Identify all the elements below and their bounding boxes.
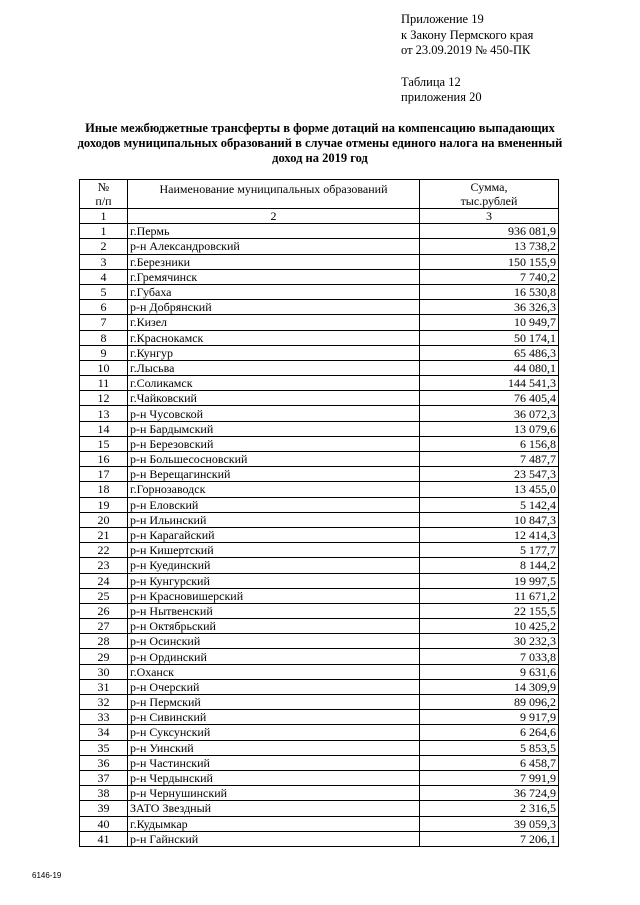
column-index-row [80,209,559,224]
table-row [80,269,559,284]
row-number: 22 [80,543,128,558]
municipality-name: р-н Верещагинский [128,467,420,482]
transfer-amount: 13 079,6 [420,421,559,436]
row-number: 19 [80,497,128,512]
column-header-sum-line: Сумма, [470,180,508,194]
column-header-number-line: № [97,180,110,194]
row-number: 6 [80,300,128,315]
table-number: Таблица 12 [401,74,461,89]
municipality-name: г.Пермь [128,224,420,239]
transfer-amount: 7 740,2 [420,269,559,284]
municipality-name: р-н Пермский [128,695,420,710]
table-row [80,406,559,421]
table-row [80,649,559,664]
row-number: 13 [80,406,128,421]
table-row [80,284,559,299]
transfer-amount: 2 316,5 [420,801,559,816]
row-number: 28 [80,634,128,649]
table-row [80,239,559,254]
municipality-name: р-н Уинский [128,740,420,755]
table-row [80,527,559,542]
transfer-amount: 7 487,7 [420,452,559,467]
municipality-name: р-н Александровский [128,239,420,254]
transfer-amount: 936 081,9 [420,224,559,239]
table-row [80,679,559,694]
table-row [80,315,559,330]
table-row [80,725,559,740]
row-number: 26 [80,603,128,618]
table-row [80,436,559,451]
row-number: 15 [80,436,128,451]
transfer-amount: 39 059,3 [420,816,559,831]
row-number: 36 [80,755,128,770]
transfer-amount: 65 486,3 [420,345,559,360]
municipality-name: г.Кудымкар [128,816,420,831]
transfer-amount: 5 142,4 [420,497,559,512]
document-code: 6146-19 [32,871,62,880]
transfer-amount: 89 096,2 [420,695,559,710]
title-line: Иные межбюджетные трансферты в форме дотаций на компенсацию выпадающих [85,121,555,135]
row-number: 21 [80,527,128,542]
column-index: 3 [420,209,559,224]
transfer-amount: 44 080,1 [420,360,559,375]
municipality-name: г.Горнозаводск [128,482,420,497]
title-line: доход на 2019 год [272,151,368,165]
municipality-name: г.Губаха [128,284,420,299]
title-line: доходов муниципальных образований в случае отмены единого налога на вмененный [77,136,563,150]
row-number: 16 [80,452,128,467]
municipality-name: р-н Частинский [128,755,420,770]
transfer-amount: 13 738,2 [420,239,559,254]
table-row [80,482,559,497]
table-row [80,254,559,269]
transfer-amount: 76 405,4 [420,391,559,406]
municipality-name: р-н Карагайский [128,527,420,542]
transfer-amount: 5 853,5 [420,740,559,755]
table-row [80,300,559,315]
transfer-amount: 7 206,1 [420,831,559,846]
municipality-name: г.Оханск [128,664,420,679]
municipality-name: р-н Березовский [128,436,420,451]
transfer-amount: 11 671,2 [420,588,559,603]
row-number: 41 [80,831,128,846]
municipality-name: р-н Нытвенский [128,603,420,618]
transfer-amount: 14 309,9 [420,679,559,694]
row-number: 27 [80,619,128,634]
row-number: 9 [80,345,128,360]
row-number: 17 [80,467,128,482]
appendix-label: Приложение 19 [401,12,484,26]
municipality-name: р-н Ильинский [128,512,420,527]
municipality-name: р-н Суксунский [128,725,420,740]
law-date-number: от 23.09.2019 № 450-ПК [401,43,531,57]
row-number: 3 [80,254,128,269]
row-number: 10 [80,360,128,375]
table-row [80,588,559,603]
municipality-name: г.Краснокамск [128,330,420,345]
municipality-name: г.Чайковский [128,391,420,406]
municipality-name: р-н Очерский [128,679,420,694]
transfer-amount: 150 155,9 [420,254,559,269]
table-row [80,619,559,634]
column-header-name: Наименование муниципальных образований [128,180,420,209]
transfer-amount: 7 033,8 [420,649,559,664]
transfer-amount: 9 631,6 [420,664,559,679]
row-number: 8 [80,330,128,345]
municipality-name: р-н Осинский [128,634,420,649]
transfer-amount: 16 530,8 [420,284,559,299]
table-row [80,603,559,618]
row-number: 37 [80,770,128,785]
row-number: 7 [80,315,128,330]
transfer-amount: 6 156,8 [420,436,559,451]
row-number: 20 [80,512,128,527]
row-number: 14 [80,421,128,436]
table-row [80,421,559,436]
municipality-name: г.Лысьва [128,360,420,375]
table-row [80,360,559,375]
row-number: 34 [80,725,128,740]
row-number: 35 [80,740,128,755]
table-row [80,330,559,345]
column-index: 2 [128,209,420,224]
table-row [80,573,559,588]
transfer-amount: 50 174,1 [420,330,559,345]
row-number: 29 [80,649,128,664]
table-row [80,755,559,770]
table-row [80,634,559,649]
transfer-amount: 6 264,6 [420,725,559,740]
municipality-name: р-н Кунгурский [128,573,420,588]
transfer-amount: 6 458,7 [420,755,559,770]
row-number: 1 [80,224,128,239]
transfer-amount: 144 541,3 [420,376,559,391]
transfers-table [79,179,559,847]
table-row [80,664,559,679]
municipality-name: р-н Гайнский [128,831,420,846]
table-row [80,831,559,846]
transfer-amount: 36 724,9 [420,786,559,801]
municipality-name: г.Кизел [128,315,420,330]
table-row [80,452,559,467]
transfer-amount: 5 177,7 [420,543,559,558]
municipality-name: г.Кунгур [128,345,420,360]
document-header [401,12,533,106]
table-row [80,512,559,527]
row-number: 5 [80,284,128,299]
transfer-amount: 23 547,3 [420,467,559,482]
row-number: 2 [80,239,128,254]
transfer-amount: 13 455,0 [420,482,559,497]
transfer-amount: 36 072,3 [420,406,559,421]
municipality-name: р-н Октябрьский [128,619,420,634]
row-number: 18 [80,482,128,497]
table-row [80,391,559,406]
municipality-name: ЗАТО Звездный [128,801,420,816]
municipality-name: р-н Добрянский [128,300,420,315]
header-spacer [401,59,533,75]
document-title [70,121,570,166]
table-row [80,376,559,391]
table-row [80,345,559,360]
transfer-amount: 9 917,9 [420,710,559,725]
row-number: 40 [80,816,128,831]
table-row [80,543,559,558]
column-header-sum-line: тыс.рублей [460,194,518,208]
table-row [80,497,559,512]
row-number: 12 [80,391,128,406]
row-number: 33 [80,710,128,725]
transfer-amount: 12 414,3 [420,527,559,542]
row-number: 39 [80,801,128,816]
transfer-amount: 19 997,5 [420,573,559,588]
transfer-amount: 10 949,7 [420,315,559,330]
appendix-reference: приложения 20 [401,90,482,104]
municipality-name: р-н Красновишерский [128,588,420,603]
row-number: 23 [80,558,128,573]
row-number: 38 [80,786,128,801]
table-row [80,695,559,710]
municipality-name: р-н Еловский [128,497,420,512]
table-row [80,710,559,725]
table-row [80,770,559,785]
column-header-number-line: п/п [95,194,112,208]
column-header-sum [420,180,559,209]
row-number: 25 [80,588,128,603]
transfer-amount: 22 155,5 [420,603,559,618]
row-number: 4 [80,269,128,284]
table-row [80,816,559,831]
municipality-name: р-н Куединский [128,558,420,573]
row-number: 32 [80,695,128,710]
table-row [80,786,559,801]
table-row [80,467,559,482]
municipality-name: р-н Чернушинский [128,786,420,801]
municipality-name: р-н Сивинский [128,710,420,725]
transfer-amount: 10 425,2 [420,619,559,634]
transfer-amount: 7 991,9 [420,770,559,785]
row-number: 24 [80,573,128,588]
municipality-name: р-н Бардымский [128,421,420,436]
transfer-amount: 36 326,3 [420,300,559,315]
municipality-name: р-н Ординский [128,649,420,664]
municipality-name: г.Соликамск [128,376,420,391]
municipality-name: р-н Кишертский [128,543,420,558]
row-number: 30 [80,664,128,679]
column-index: 1 [80,209,128,224]
table-row [80,224,559,239]
table-header-row [80,180,559,209]
municipality-name: р-н Чердынский [128,770,420,785]
row-number: 31 [80,679,128,694]
transfer-amount: 10 847,3 [420,512,559,527]
table-row [80,801,559,816]
transfer-amount: 8 144,2 [420,558,559,573]
table-body [80,224,559,847]
municipality-name: р-н Большесосновский [128,452,420,467]
row-number: 11 [80,376,128,391]
column-header-number [80,180,128,209]
table-row [80,740,559,755]
law-reference: к Закону Пермского края [401,27,534,42]
table-row [80,558,559,573]
municipality-name: г.Гремячинск [128,269,420,284]
transfer-amount: 30 232,3 [420,634,559,649]
municipality-name: г.Березники [128,254,420,269]
municipality-name: р-н Чусовской [128,406,420,421]
